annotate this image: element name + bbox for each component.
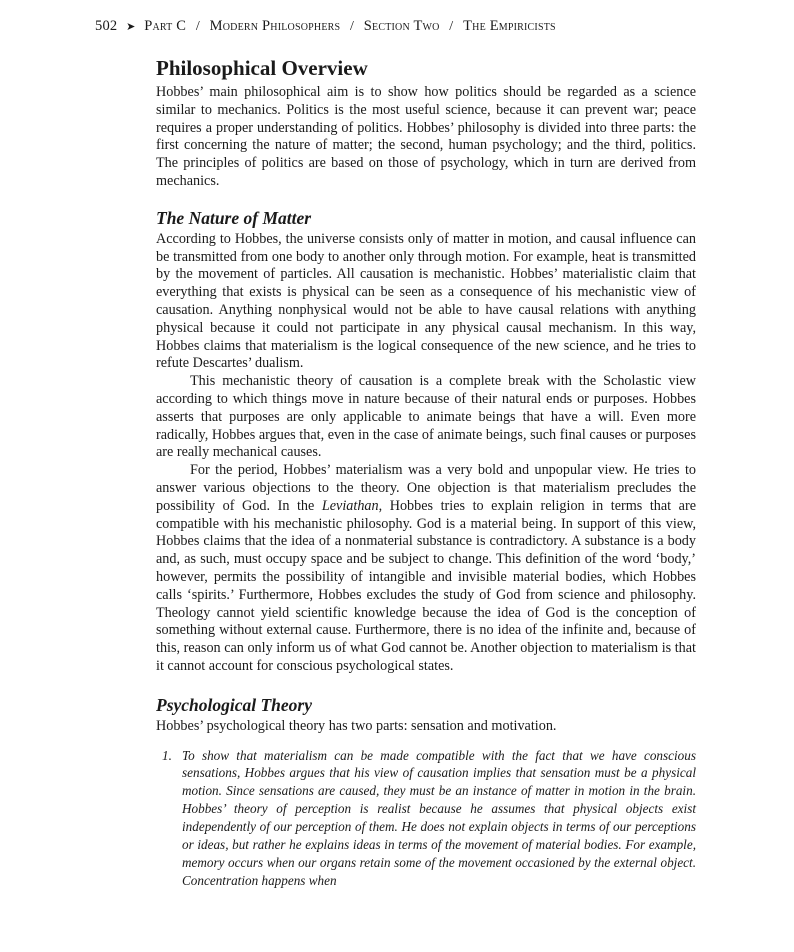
page-number: 502 <box>95 18 118 34</box>
running-head <box>95 18 556 35</box>
book-title-leviathan: Leviathan <box>321 497 379 514</box>
separator: / <box>349 19 355 34</box>
running-head-chapter: The Empiricists <box>463 18 556 34</box>
running-head-book: Modern Philosophers <box>209 18 341 34</box>
list-item-text: To show that materialism can be made compatible with the fact that we have conscious sensations, Hobbes argues that his view of causation implies that sensation must be a physical motion. Since sensations are caused, they must be an instance of matter in motion in the brain. Hobbes’ theory of perception is realist because he assumes that physical objects exist independently of our perception of them. He does not explain objects in terms of our perceptions or ideas, but rather he explains ideas in terms of the movement of material bodies. For example, memory occurs when our organs retain some of the movement occasioned by the external object. Concentration happens when <box>182 747 696 888</box>
section-heading-psychology: Psychological Theory <box>156 694 313 715</box>
matter-paragraph-1: According to Hobbes, the universe consists only of matter in motion, and causal influence can be transmitted from one body to another only through motion. For example, heat is transmitted by the movement of particles. All causation is mechanistic. Hobbes’ materialistic claim that everything that exists is physical can be seen as a consequence of his mechanistic view of causation. Anything nonphysical would not be able to have causal relations with anything physical because it could not participate in any physical causal mechanism. In this way, Hobbes claims that materialism is the logical consequence of the new science, and he tries to refute Descartes’ dualism. <box>156 230 696 372</box>
section-heading-overview: Philosophical Overview <box>156 56 368 80</box>
section-heading-matter: The Nature of Matter <box>156 207 312 228</box>
separator: / <box>195 19 200 34</box>
overview-paragraph: Hobbes’ main philosophical aim is to show how politics should be regarded as a science similar to mechanics. Politics is the most useful science, because it can prevent war; peace requires a proper understanding of politics. Hobbes’ philosophy is divided into three parts: the first concerning the nature of matter; the second, human psychology; and the third, politics. The principles of politics are based on those of psychology, which in turn are derived from mechanics. <box>156 84 696 189</box>
matter-paragraph-2: This mechanistic theory of causation is a complete break with the Scholastic view according to which things move in nature because of their natural ends or purposes. Hobbes asserts that purposes are only applicable to animate beings that have a will. Even more radically, Hobbes argues that, even in the case of animate beings, such final causes or purposes are really mechanical causes. <box>156 373 696 461</box>
separator: / <box>449 19 454 34</box>
list-item <box>156 747 696 890</box>
matter-p3-text-a: For the period, Hobbes’ materialism was a very bold and unpopular view. He tries to answer various objections to the theory. One objection is that materialism precludes the possibility of God. In the <box>156 462 696 514</box>
matter-paragraph-3 <box>156 462 696 676</box>
psychology-intro: Hobbes’ psychological theory has two parts: sensation and motivation. <box>156 717 557 734</box>
list-item-number: 1. <box>162 747 172 763</box>
arrow-right-icon: ➤ <box>126 21 136 33</box>
running-head-section: Section Two <box>363 18 440 34</box>
matter-p3-text-b: , Hobbes tries to explain religion in terms that are compatible with his mechanistic philosophy. God is a material being. In support of this view, Hobbes claims that the idea of a nonmaterial substance is contradictory. A substance is a body and, as such, must occupy space and be subject to change. This definition of the word ‘body,’ however, permits the possibility of intangible and invisible material bodies, which Hobbes calls ‘spirits.’ Furthermore, Hobbes excludes the study of God from science and philosophy. Theology cannot yield scientific knowledge because the idea of God is the conception of something without external cause. Furthermore, there is no idea of the infinite and, because of this, reason can only inform us of what God cannot be. Another objection to materialism is that it cannot account for conscious psychological states. <box>156 497 697 674</box>
numbered-list <box>156 747 696 890</box>
running-head-part: Part C <box>144 18 187 34</box>
page-content <box>156 56 696 890</box>
